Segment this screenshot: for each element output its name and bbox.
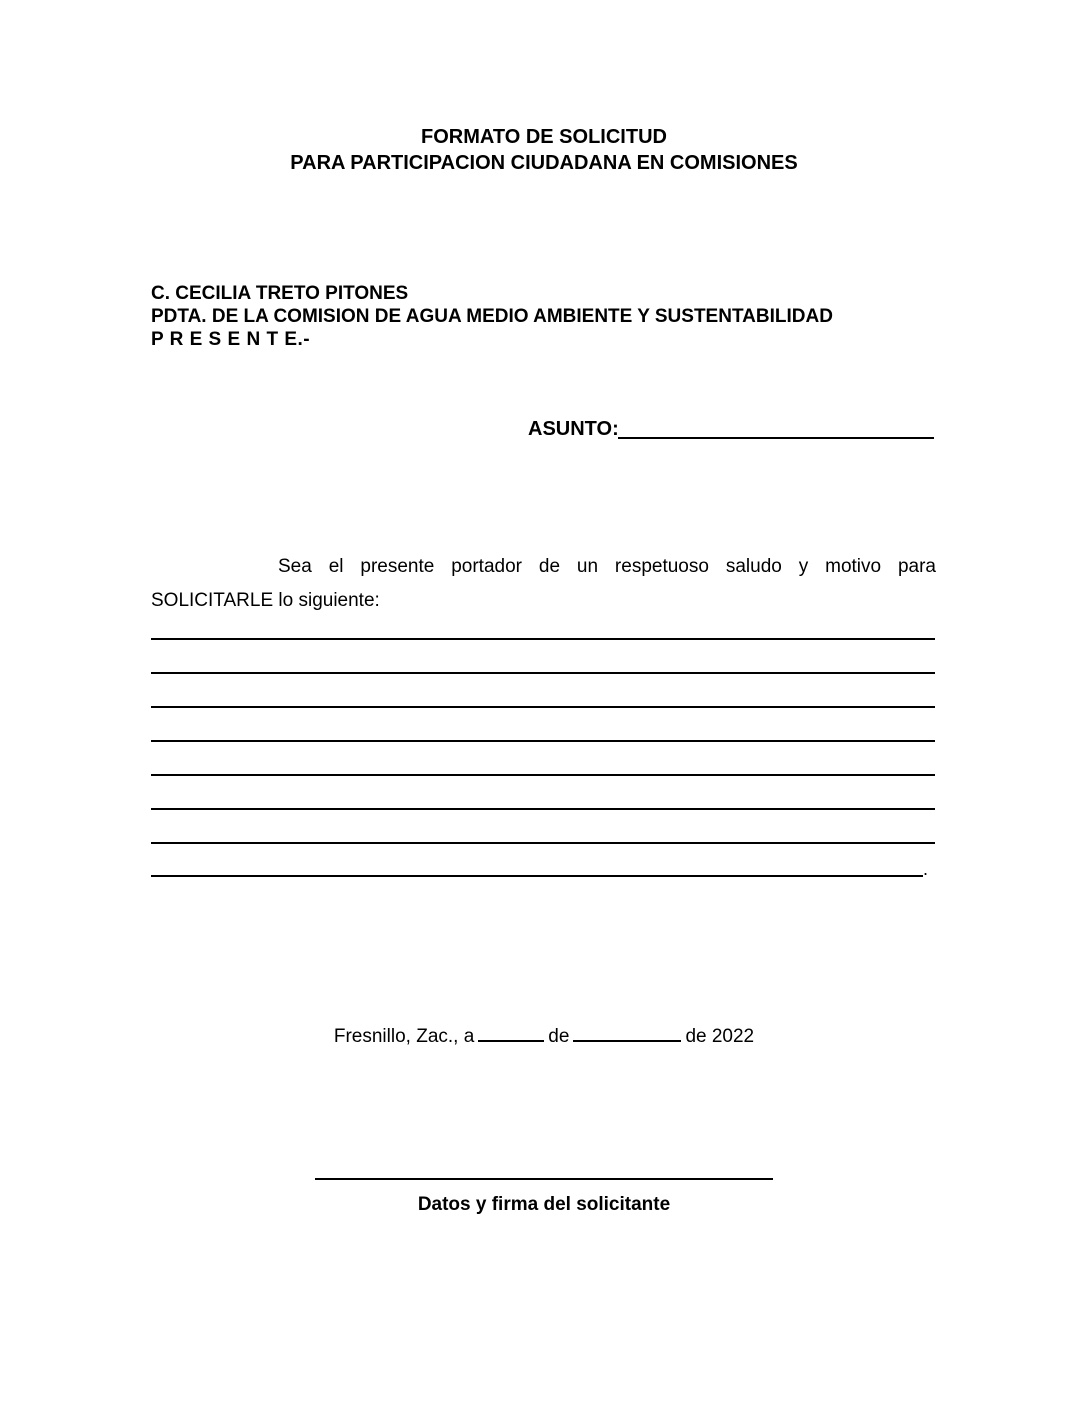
request-fill-line-6[interactable] — [151, 808, 935, 810]
date-place: Fresnillo, Zac., a — [333, 1026, 475, 1047]
request-fill-line-3[interactable] — [151, 706, 935, 708]
request-fill-line-5[interactable] — [151, 774, 935, 776]
date-line — [0, 1022, 1088, 1050]
addressee-name: C. CECILIA TRETO PITONES — [151, 283, 409, 304]
request-fill-line-7[interactable] — [151, 842, 935, 844]
date-connector-1: de — [548, 1026, 570, 1047]
signature-line[interactable] — [315, 1178, 773, 1180]
request-intro-text: Sea el presente portador de un respetuoso saludo y motivo para SOLICITARLE lo siguiente: — [151, 556, 936, 611]
date-day-blank[interactable] — [478, 1022, 544, 1042]
addressee-position: PDTA. DE LA COMISION DE AGUA MEDIO AMBIENTE Y SUSTENTABILIDAD — [151, 306, 833, 327]
request-fill-line-8[interactable] — [151, 875, 923, 877]
document-subtitle: PARA PARTICIPACION CIUDADANA EN COMISIONES — [290, 152, 798, 174]
date-year-text: de 2022 — [685, 1026, 755, 1047]
signature-label: Datos y firma del solicitante — [417, 1194, 671, 1215]
subject-label: ASUNTO: — [528, 418, 619, 440]
document-title: FORMATO DE SOLICITUD — [421, 126, 667, 148]
subject-fill-line[interactable] — [618, 437, 934, 439]
request-fill-line-4[interactable] — [151, 740, 935, 742]
addressee-presente: P R E S E N T E.- — [151, 329, 311, 350]
date-month-blank[interactable] — [573, 1022, 681, 1042]
request-fill-line-2[interactable] — [151, 672, 935, 674]
request-closing-mark: . — [923, 859, 929, 879]
request-fill-line-1[interactable] — [151, 638, 935, 640]
